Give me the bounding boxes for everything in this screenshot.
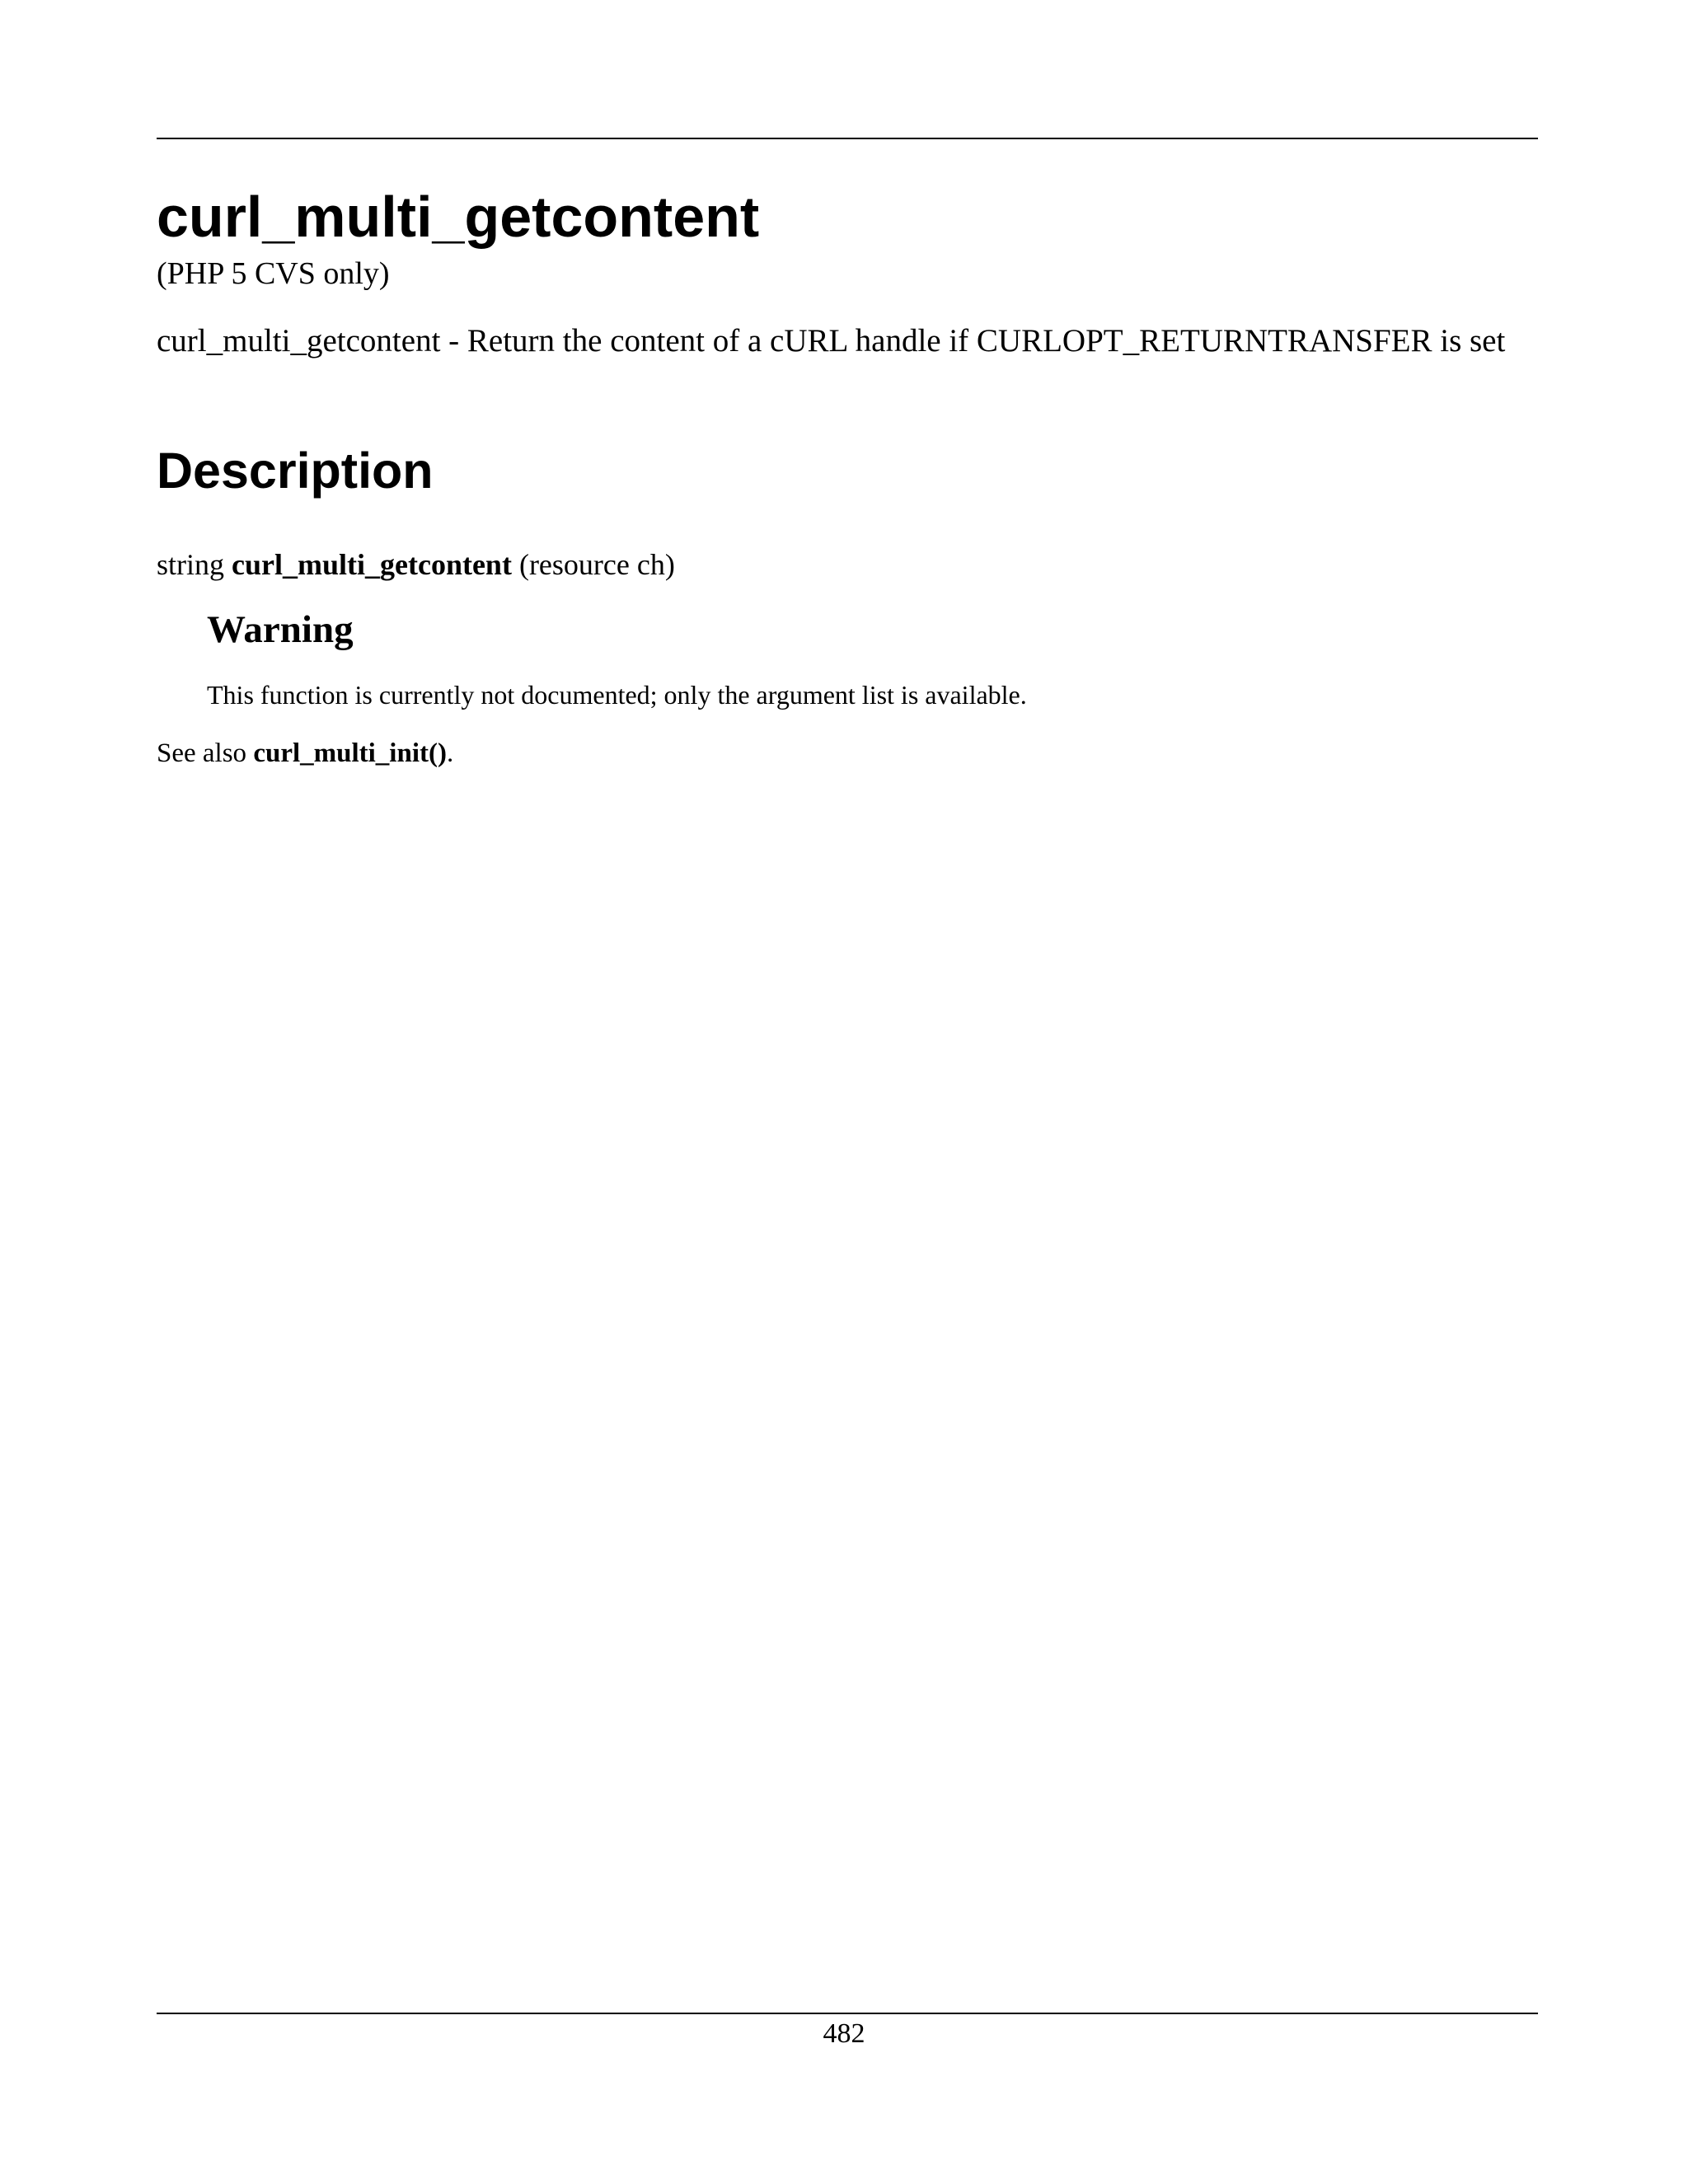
synopsis-return-type: string	[157, 548, 225, 581]
page-title: curl_multi_getcontent	[157, 185, 760, 249]
see-also-prefix: See also	[157, 738, 247, 768]
function-synopsis	[157, 547, 675, 583]
version-availability: (PHP 5 CVS only)	[157, 256, 390, 291]
function-purpose: curl_multi_getcontent - Return the content of a cURL handle if CURLOPT_RETURNTRANSFER is set	[157, 323, 1506, 359]
see-also-link[interactable]: curl_multi_init()	[253, 738, 447, 768]
footer-rule	[157, 2013, 1538, 2014]
warning-text: This function is currently not documented; only the argument list is available.	[207, 680, 1027, 710]
see-also	[157, 738, 453, 771]
header-rule	[157, 138, 1538, 139]
page-number: 482	[823, 2018, 865, 2049]
synopsis-params: (resource ch)	[518, 548, 675, 581]
description-heading: Description	[157, 443, 434, 499]
synopsis-function-name: curl_multi_getcontent	[232, 548, 512, 581]
warning-title: Warning	[207, 608, 354, 651]
see-also-suffix: .	[446, 738, 454, 768]
